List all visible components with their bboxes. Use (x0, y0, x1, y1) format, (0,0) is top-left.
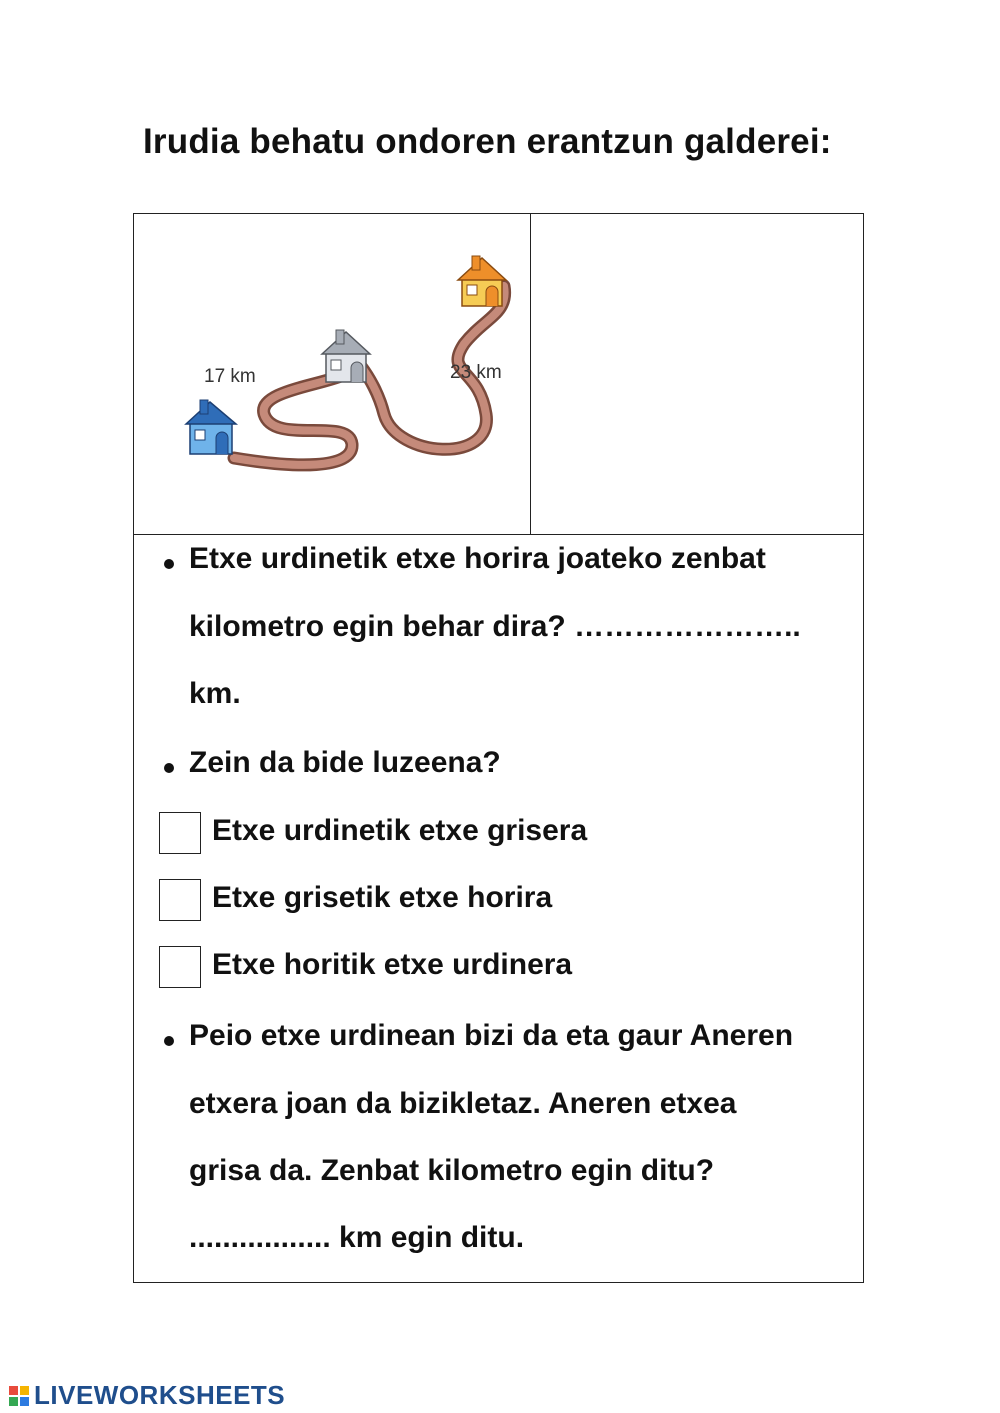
question-3-line-3: grisa da. Zenbat kilometro egin ditu? (189, 1154, 715, 1187)
option-1-label: Etxe urdinetik etxe grisera (212, 814, 588, 847)
option-3-checkbox[interactable] (159, 946, 201, 988)
liveworksheets-logo-icon (8, 1385, 30, 1407)
bullet-icon (164, 1036, 174, 1046)
route-map-illustration (164, 234, 524, 514)
distance-label-23: 23 km (450, 362, 502, 383)
option-2-checkbox[interactable] (159, 879, 201, 921)
question-3-line-2: etxera joan da bizikletaz. Aneren etxea (189, 1087, 737, 1120)
grey-house-icon (322, 330, 370, 382)
question-2-text: Zein da bide luzeena? (189, 746, 501, 779)
question-1-line-2: kilometro egin behar dira? ………………….. (189, 610, 801, 643)
distance-label-17: 17 km (204, 366, 256, 387)
option-2-label: Etxe grisetik etxe horira (212, 881, 553, 914)
blue-house-icon (186, 400, 236, 454)
table-divider-horizontal (134, 534, 863, 535)
question-3-line-1: Peio etxe urdinean bizi da eta gaur Aneren (189, 1019, 794, 1052)
bullet-icon (164, 763, 174, 773)
yellow-house-icon (458, 256, 506, 306)
table-divider-vertical (530, 214, 531, 534)
question-1-line-3: km. (189, 677, 241, 710)
worksheet-table (133, 213, 864, 1283)
footer-brand-text: LIVEWORKSHEETS (34, 1380, 286, 1410)
bullet-icon (164, 559, 174, 569)
option-3-label: Etxe horitik etxe urdinera (212, 948, 573, 981)
question-1-line-1: Etxe urdinetik etxe horira joateko zenbat (189, 542, 766, 575)
question-3-line-4: ................. km egin ditu. (189, 1221, 525, 1254)
footer-brand (8, 1380, 285, 1411)
option-1-checkbox[interactable] (159, 812, 201, 854)
page-title: Irudia behatu ondoren erantzun galderei: (143, 122, 832, 161)
